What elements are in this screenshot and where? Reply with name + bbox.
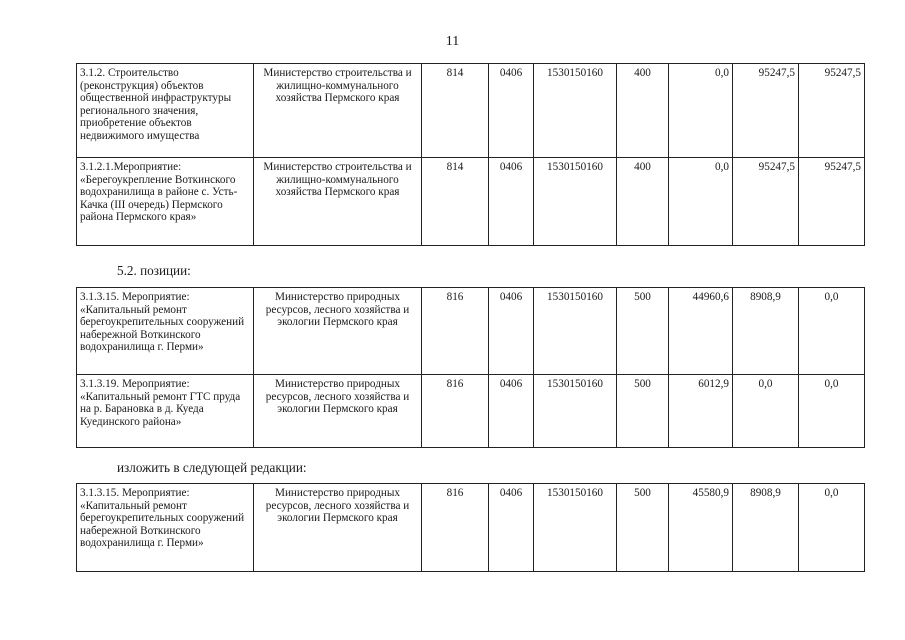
cell-section: 0406 [489, 288, 534, 375]
cell-year1: 44960,6 [669, 288, 733, 375]
cell-year2: 95247,5 [733, 64, 799, 158]
cell-target: 1530150160 [534, 288, 617, 375]
table-row [77, 158, 865, 246]
cell-vr: 500 [617, 484, 669, 572]
cell-year2: 95247,5 [733, 158, 799, 246]
budget-table-2 [76, 287, 865, 448]
cell-year2: 8908,9 [733, 288, 799, 375]
table-row [77, 288, 865, 375]
cell-target: 1530150160 [534, 375, 617, 448]
budget-table-1 [76, 63, 865, 246]
cell-ministry: Министерство природных ресурсов, лесного хозяйства и экологии Пермского края [254, 484, 422, 572]
cell-year3: 0,0 [799, 484, 865, 572]
cell-grbs: 814 [422, 158, 489, 246]
cell-grbs: 816 [422, 288, 489, 375]
positions-heading: 5.2. позиции: [117, 263, 191, 278]
cell-year1: 0,0 [669, 158, 733, 246]
cell-name: 3.1.3.15. Мероприятие: «Капитальный ремонт берегоукрепительных сооружений набережной Воткинского водохранилища г. Перми» [77, 288, 254, 375]
page-number: 11 [445, 34, 460, 49]
cell-vr: 400 [617, 158, 669, 246]
cell-year3: 0,0 [799, 375, 865, 448]
cell-target: 1530150160 [534, 158, 617, 246]
budget-table-3 [76, 483, 865, 572]
cell-section: 0406 [489, 64, 534, 158]
cell-grbs: 814 [422, 64, 489, 158]
cell-vr: 500 [617, 375, 669, 448]
table-row [77, 64, 865, 158]
cell-name: 3.1.2. Строительство (реконструкция) объектов общественной инфраструктуры регионального значения, приобретение объектов недвижимого имущества [77, 64, 254, 158]
cell-grbs: 816 [422, 484, 489, 572]
cell-target: 1530150160 [534, 484, 617, 572]
table-row [77, 375, 865, 448]
cell-target: 1530150160 [534, 64, 617, 158]
cell-year2: 0,0 [733, 375, 799, 448]
cell-year3: 95247,5 [799, 64, 865, 158]
cell-year3: 95247,5 [799, 158, 865, 246]
cell-name: 3.1.3.15. Мероприятие: «Капитальный ремонт берегоукрепительных сооружений набережной Воткинского водохранилища г. Перми» [77, 484, 254, 572]
new-edition-heading: изложить в следующей редакции: [117, 460, 307, 475]
cell-vr: 400 [617, 64, 669, 158]
table-row [77, 484, 865, 572]
cell-vr: 500 [617, 288, 669, 375]
cell-section: 0406 [489, 484, 534, 572]
cell-name: 3.1.3.19. Мероприятие: «Капитальный ремонт ГТС пруда на р. Барановка в д. Куеда Куединского района» [77, 375, 254, 448]
cell-name: 3.1.2.1.Мероприятие: «Берегоукрепление Воткинского водохранилища в районе с. Усть-Качка (III очередь) Пермского района Пермского края» [77, 158, 254, 246]
cell-grbs: 816 [422, 375, 489, 448]
cell-ministry: Министерство строительства и жилищно-коммунального хозяйства Пермского края [254, 158, 422, 246]
cell-year1: 45580,9 [669, 484, 733, 572]
cell-section: 0406 [489, 158, 534, 246]
cell-year2: 8908,9 [733, 484, 799, 572]
cell-ministry: Министерство строительства и жилищно-коммунального хозяйства Пермского края [254, 64, 422, 158]
cell-ministry: Министерство природных ресурсов, лесного хозяйства и экологии Пермского края [254, 288, 422, 375]
cell-section: 0406 [489, 375, 534, 448]
cell-year3: 0,0 [799, 288, 865, 375]
cell-year1: 6012,9 [669, 375, 733, 448]
cell-year1: 0,0 [669, 64, 733, 158]
cell-ministry: Министерство природных ресурсов, лесного хозяйства и экологии Пермского края [254, 375, 422, 448]
